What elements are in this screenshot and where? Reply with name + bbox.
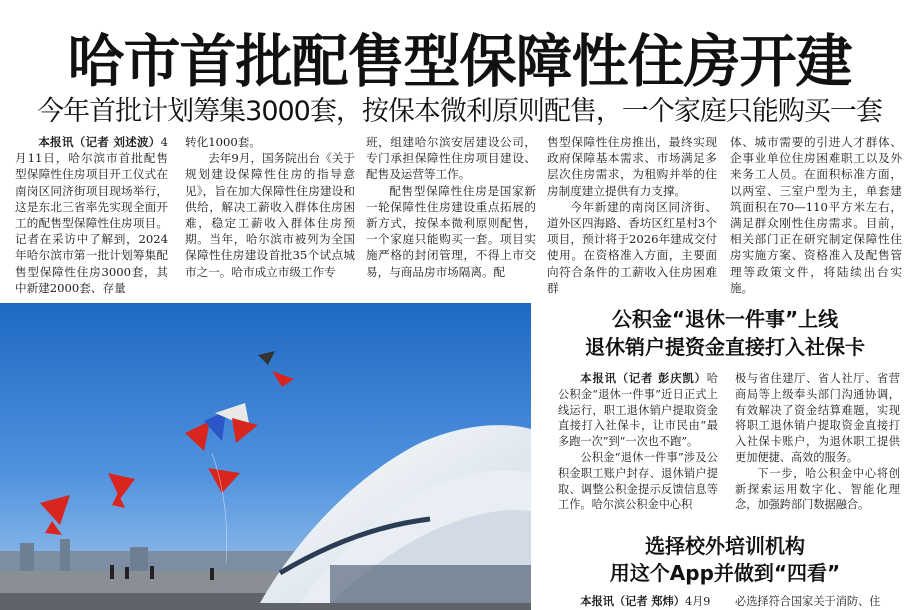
column-text: 下一步，哈公积金中心将创新探索运用数字化、智能化理念，加强跨部门数据融合。 — [735, 466, 900, 512]
article3-title-line1: 选择校外培训机构 — [645, 534, 805, 558]
column-text: 转化1000套。 — [185, 135, 261, 149]
column-text: 必选择符合国家关于消防、住 — [735, 595, 881, 608]
main-article-byline: 本报讯（记者 刘述波） — [38, 135, 161, 149]
main-subheadline: 今年首批计划筹集3000套，按保本微利原则配售，一个家庭只能购买一套 — [37, 96, 882, 127]
column-text: 今年新建的南岗区同济街、道外区四海路、香坊区红星村3个项目，预计将于2026年建成交付使用。在资格准入方面，主要面向符合条件的工薪收入住房困难群 — [547, 199, 717, 295]
column-text: 哈公积金“退休一件事”近日正式上线运行，职工退休销户提取资金直接打入社保卡，让市民由“最多跑一次”到“一次也不跑”。 — [558, 372, 718, 449]
column-text: 售型保障性住房推出，最终实现政府保障基本需求、市场满足多层次住房需求，为租购并举的住房制度建立提供有力支撑。 — [547, 135, 717, 198]
article3-column-1 — [558, 594, 723, 610]
article3-column-2 — [735, 594, 900, 610]
main-article-column-5 — [730, 134, 902, 296]
main-article-column-1 — [15, 134, 168, 296]
main-article-column-3 — [366, 134, 536, 280]
column-text: 配售型保障性住房是国家新一轮保障性住房建设重点拓展的新方式，按保本微利原则配售，一个家庭只能购买一套。项目实施严格的封闭管理，不得上市交易，与商品房市场隔离。配 — [366, 183, 536, 279]
column-text: 体、城市需要的引进人才群体、企事业单位住房困难职工以及外来务工人员。在面积标准方面，以两室、三室户型为主，单套建筑面积在70—110平方米左右，满足群众刚性住房需求。目前，相关部门正在研究制定保障性住房实施方案、资格准入及配售管理等政策文件，将陆续出台实施。 — [730, 135, 902, 295]
column-text: 4月9 — [684, 595, 711, 608]
kites-over-theatre-photo — [0, 303, 531, 610]
main-article-column-2 — [185, 134, 355, 280]
main-headline: 哈市首批配售型保障性住房开建 — [67, 29, 852, 95]
article2-byline: 本报讯（记者 彭庆凯） — [580, 371, 707, 385]
article2-column-1 — [558, 371, 718, 513]
column-text: 极与省住建厅、省人社厅、省营商局等上级奉头部门沟通协调，有效解决了资金结算难题，实现将职工退休销户提取资金直接打入社保卡账户，为退休职工提供更加便捷、高效的服务。 — [735, 372, 900, 464]
article2-title-line1: 公积金“退休一件事”上线 — [611, 307, 839, 331]
column-text: 去年9月，国务院出台《关于规划建设保障性住房的指导意见》，旨在加大保障性住房建设和供给，解决工薪收入群体住房困难，稳定工薪收入群体住房预期。当年，哈尔滨市被列为全国保障性住房建设首批35个试点城市之一。哈市成立市级工作专 — [185, 151, 355, 279]
article3-byline: 本报讯（记者 郑炜） — [580, 594, 685, 608]
column-text: 公积金“退休一件事”涉及公积金职工账户封存、退休销户提取、调整公积金提示反馈信息等工作。哈尔滨公积金中心积 — [558, 450, 718, 512]
column-text: 班，组建哈尔滨安居建设公司，专门承担保障性住房项目建设、配售及运营等工作。 — [366, 135, 536, 182]
article2-title-line2: 退休销户提资金直接打入社保卡 — [585, 335, 865, 359]
column-text: 4月11日，哈尔滨市首批配售型保障性住房项目开工仪式在南岗区同济街项目现场举行，这是东北三省率先实现全面开工的配售型保障性住房项目。记者在采访中了解到，2024年哈尔滨市第一批计划筹集配售型保障性住房3000套，其中新建2000套、存量 — [15, 135, 168, 295]
article2-column-2 — [735, 371, 900, 513]
article3-title-line2: 用这个App并做到“四看” — [609, 561, 841, 585]
main-article-column-4 — [547, 134, 717, 296]
